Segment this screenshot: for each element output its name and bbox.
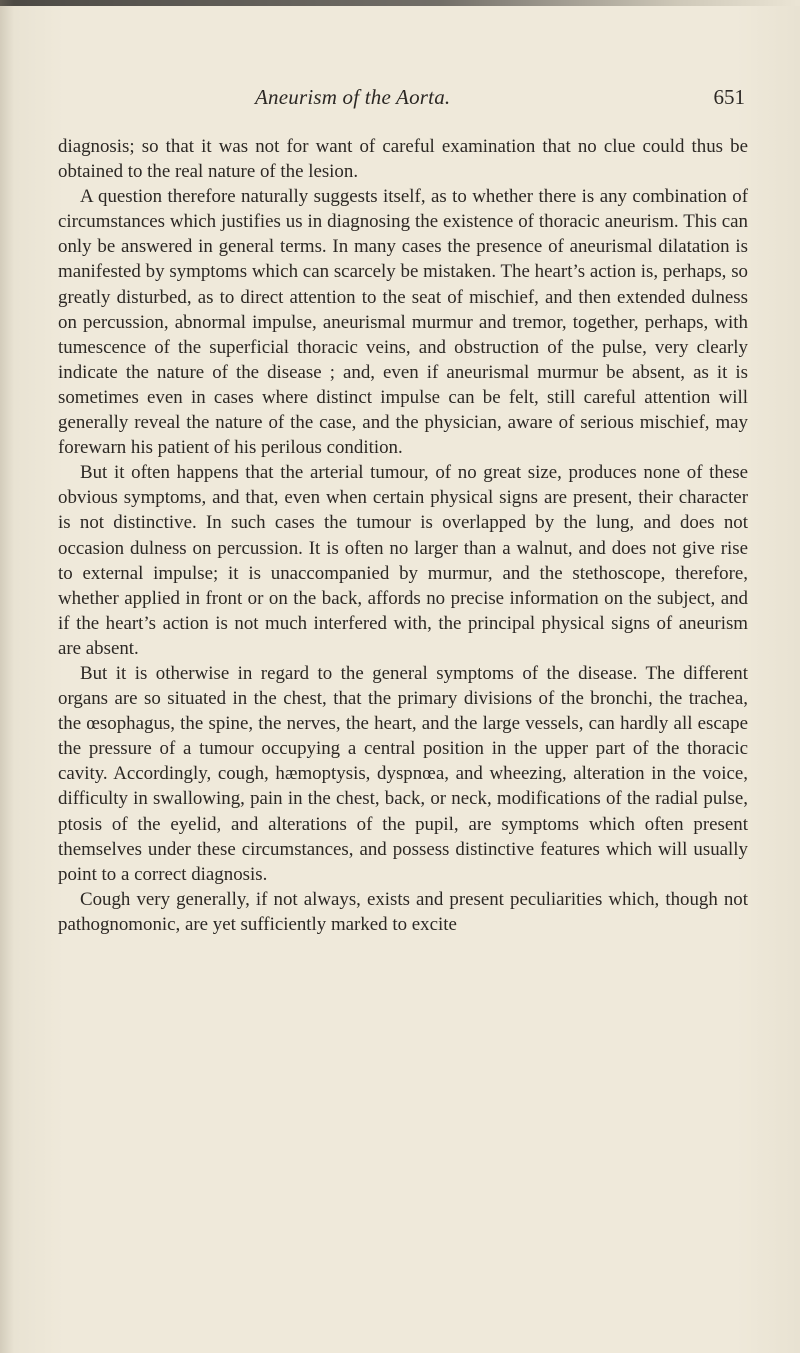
body-text — [58, 134, 748, 937]
paragraph: A question therefore naturally suggests itself, as to whether there is any combination of circumstances which justifies us in diagnosing the existence of thoracic aneurism. This can only be answered in general terms. In many cases the presence of aneurismal dilatation is manifested by symptoms which can scarcely be mistaken. The heart’s action is, perhaps, so greatly disturbed, as to direct attention to the seat of mischief, and then extended dulness on percussion, abnormal impulse, aneurismal murmur and tremor, together, perhaps, with tumescence of the superficial thoracic veins, and obstruction of the pulse, very clearly indicate the nature of the disease ; and, even if aneurismal murmur be absent, as it is sometimes even in cases where distinct impulse can be felt, still careful attention will generally reveal the nature of the case, and the physician, aware of serious mischief, may forewarn his patient of his perilous condition. — [58, 186, 748, 459]
page-top-edge — [0, 0, 800, 6]
running-title: Aneurism of the Aorta. — [255, 85, 451, 109]
page-header — [255, 85, 745, 113]
paragraph: But it is otherwise in regard to the general symptoms of the disease. The different organs are so situated in the chest, that the primary divisions of the bronchi, the trachea, the œsophagus, the spine, the nerves, the heart, and the large vessels, can hardly all escape the pressure of a tumour occupying a central position in the upper part of the thoracic cavity. Accordingly, cough, hæmoptysis, dyspnœa, and wheezing, alteration in the voice, difficulty in swallowing, pain in the chest, back, or neck, modifications of the radial pulse, ptosis of the eyelid, and alterations of the pupil, are symptoms which often present themselves under these circumstances, and possess distinctive features which will usually point to a correct diagnosis. — [58, 662, 748, 885]
paragraph-continuation: diagnosis; so that it was not for want of careful examination that no clue could thus be obtained to the real nature of the lesion. — [58, 136, 748, 183]
paragraph: But it often happens that the arterial tumour, of no great size, produces none of these obvious symptoms, and that, even when certain physical signs are present, their character is not distinctive. In such cases the tumour is overlapped by the lung, and does not occasion dulness on percussion. It is often no larger than a walnut, and does not give rise to external impulse; it is unaccompanied by murmur, and the stethoscope, therefore, whether applied in front or on the back, affords no precise information on the subject, and if the heart’s action is not much interfered with, the principal physical signs of aneurism are absent. — [58, 462, 748, 659]
page-gutter-shadow — [0, 0, 14, 1353]
page-number: 651 — [713, 85, 745, 109]
paragraph: Cough very generally, if not always, exists and present peculiarities which, though not pathognomonic, are yet sufficiently marked to excite — [58, 888, 748, 935]
